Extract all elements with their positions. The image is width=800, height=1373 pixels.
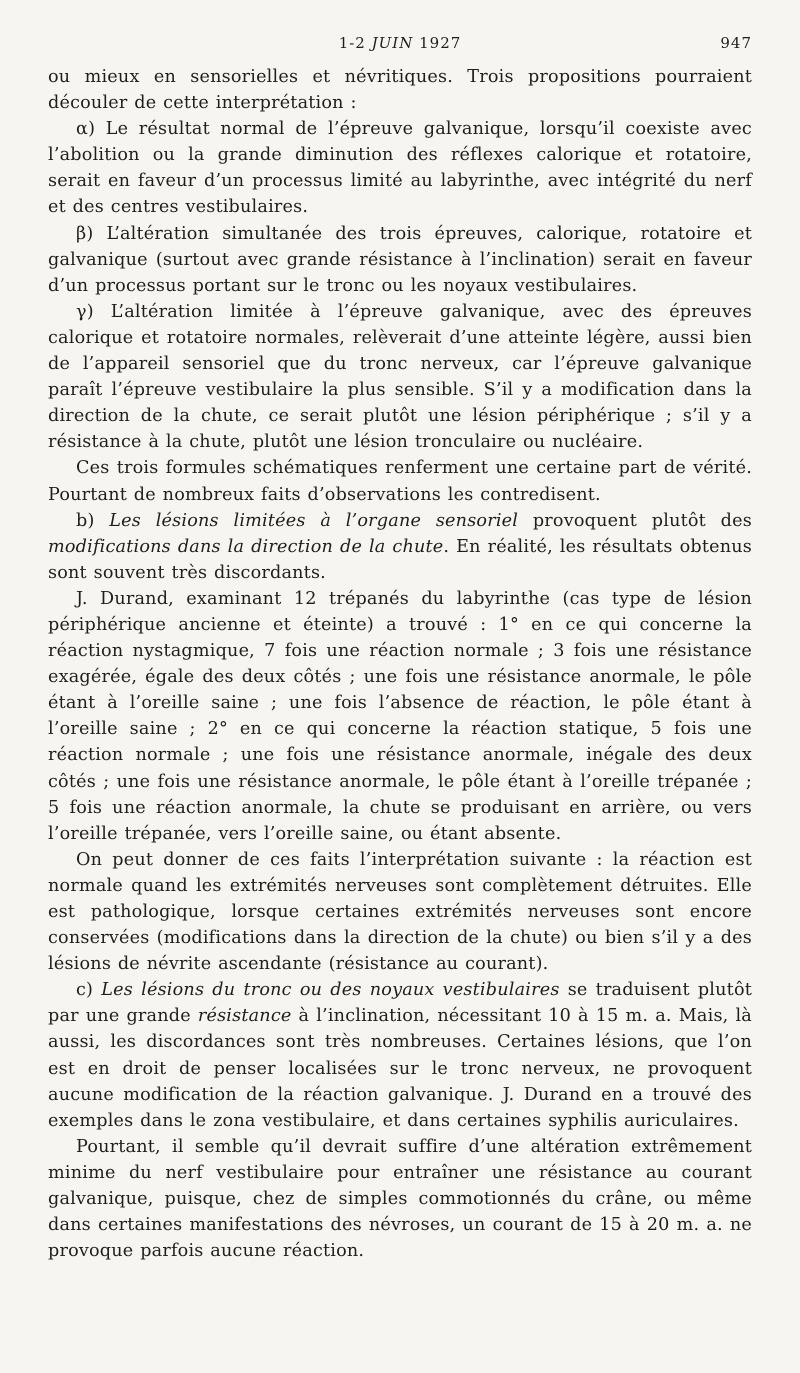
paragraph <box>48 221 752 299</box>
body-text <box>48 64 752 1264</box>
header-date: 1-2 JUIN 1927 <box>338 34 462 52</box>
paragraph <box>48 586 752 847</box>
text-run: α) Le résultat normal de l’épreuve galvanique, lorsqu’il coexiste avec l’abolition ou la grande diminution des réflexes calorique et rotatoire, serait en faveur d’un processus limité au labyrinthe, avec intégrité du nerf et des centres vestibulaires. <box>48 119 752 218</box>
paragraph <box>48 1134 752 1264</box>
paragraph <box>48 299 752 456</box>
text-run: Ces trois formules schématiques renferment une certaine part de vérité. Pourtant de nombreux faits d’observations les contredisent. <box>48 458 752 505</box>
paragraph <box>48 508 752 586</box>
italic-text: résistance <box>197 1006 292 1027</box>
italic-text: Les lésions du tronc ou des noyaux vestibulaires <box>101 980 560 1001</box>
text-run: γ) L’altération limitée à l’épreuve galvanique, avec des épreuves calorique et rotatoire normales, relèverait d’une atteinte légère, aussi bien de l’appareil sensoriel que du tronc nerveux, car l’épreuve galvanique paraît l’épreuve vestibulaire la plus sensible. S’il y a modification dans la direction de la chute, ce serait plutôt une lésion périphérique ; s’il y a résistance à la chute, plutôt une lésion tronculaire ou nucléaire. <box>48 301 752 453</box>
text-run: β) L’altération simultanée des trois épreuves, calorique, rotatoire et galvanique (surtout avec grande résistance à l’inclination) serait en faveur d’un processus portant sur le tronc ou les noyaux vestibulaires. <box>48 223 752 296</box>
text-run: c) <box>76 980 102 1001</box>
text-run: à l’inclination, nécessitant 10 à 15 m. a. Mais, là aussi, les discordances sont très nombreuses. Certaines lésions, que l’on est en droit de penser localisées sur le tronc nerveux, ne provoquent aucune modification de la réaction galvanique. J. Durand en a trouvé des exemples dans le zona vestibulaire, et dans certaines syphilis auriculaires. <box>48 1006 752 1131</box>
text-run: ou mieux en sensorielles et névritiques. Trois propositions pourraient découler de cette interprétation : <box>48 67 752 114</box>
paragraph <box>48 977 752 1134</box>
text-run: J. Durand, examinant 12 trépanés du labyrinthe (cas type de lésion périphérique ancienne et éteinte) a trouvé : 1° en ce qui concerne la réaction nystagmique, 7 fois une réaction normale ; 3 fois une résistance exagérée, égale des deux côtés ; une fois une résistance anormale, le pôle étant à l’oreille saine ; une fois l’absence de réaction, le pôle étant à l’oreille saine ; 2° en ce qui concerne la réaction statique, 5 fois une réaction normale ; une fois une résistance anormale, inégale des deux côtés ; une fois une résistance anormale, le pôle étant à l’oreille trépanée ; 5 fois une réaction anormale, la chute se produisant en arrière, ou vers l’oreille trépanée, vers l’oreille saine, ou étant absente. <box>48 588 752 844</box>
text-run: se traduisent plutôt par une grande <box>48 980 753 1027</box>
italic-text: Les lésions limitées à l’organe sensoriel <box>109 510 519 531</box>
paragraph <box>48 64 752 116</box>
paragraph <box>48 455 752 507</box>
paragraph <box>48 116 752 220</box>
paragraph <box>48 847 752 977</box>
italic-text: modifications dans la direction de la chute <box>48 536 444 557</box>
text-run: b) <box>76 510 110 531</box>
text-run: provoquent plutôt des <box>518 510 752 531</box>
page-number: 947 <box>720 34 752 52</box>
running-header <box>48 34 752 64</box>
text-run: Pourtant, il semble qu’il devrait suffire d’une altération extrêmement minime du nerf vestibulaire pour entraîner une résistance au courant galvanique, puisque, chez de simples commotionnés du crâne, ou même dans certaines manifestations des névroses, un courant de 15 à 20 m. a. ne provoque parfois aucune réaction. <box>48 1136 752 1262</box>
text-run: On peut donner de ces faits l’interprétation suivante : la réaction est normale quand les extrémités nerveuses sont complètement détruites. Elle est pathologique, lorsque certaines extrémités nerveuses sont encore conservées (modifications dans la direction de la chute) ou bien s’il y a des lésions de névrite ascendante (résistance au courant). <box>48 849 752 975</box>
text-run: . En réalité, les résultats obtenus sont souvent très discordants. <box>48 536 752 583</box>
header-month: JUIN <box>371 34 414 52</box>
